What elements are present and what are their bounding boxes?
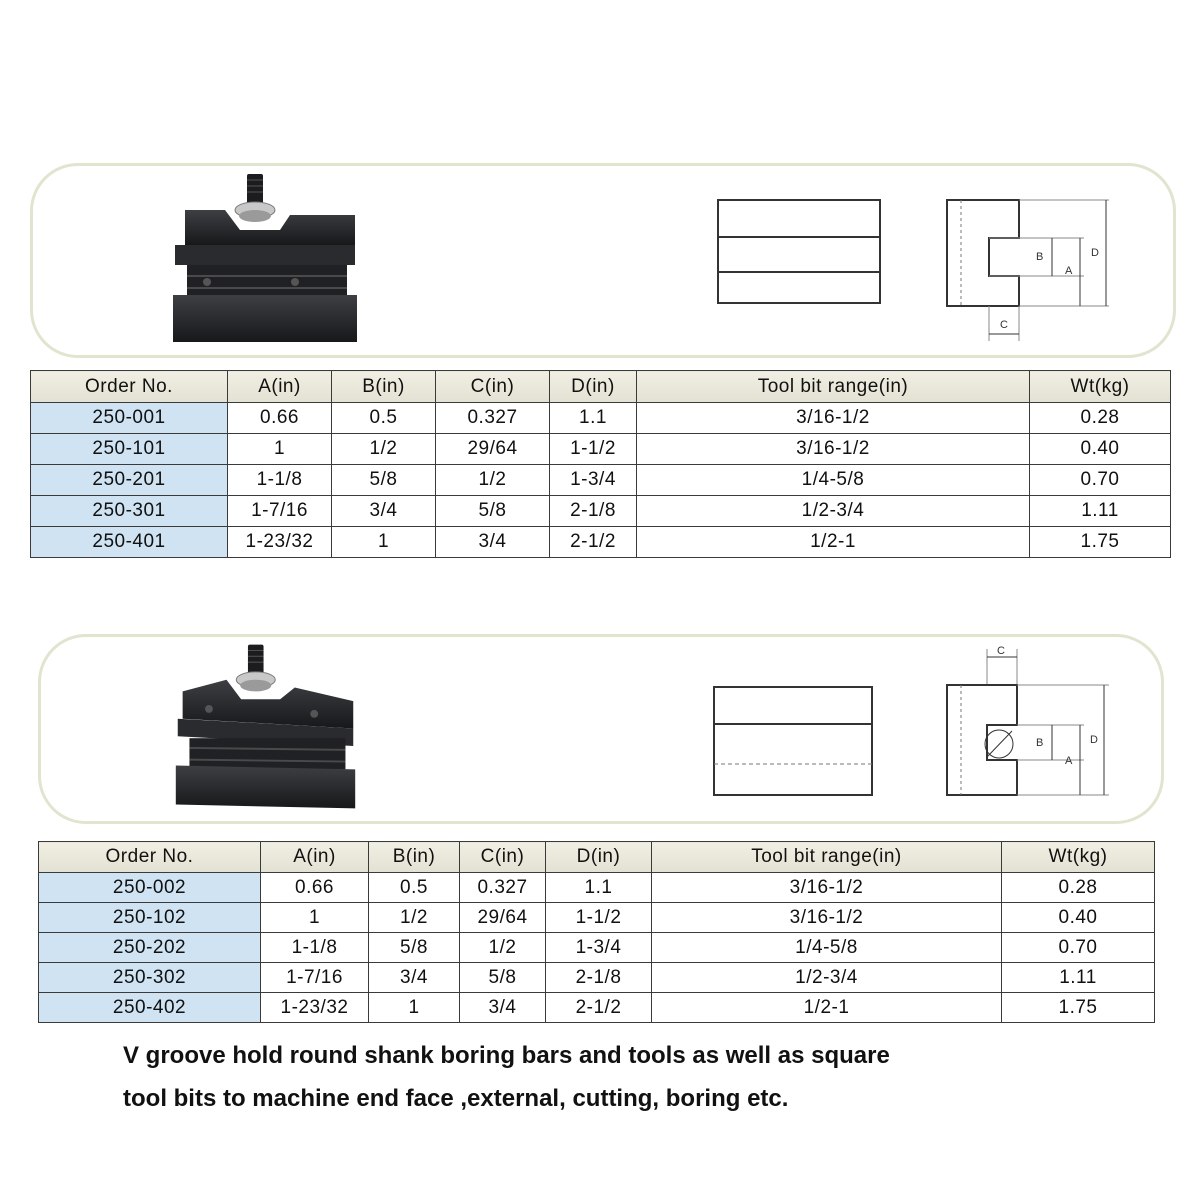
- c-cell: 0.327: [436, 403, 550, 434]
- spec-table-2: [38, 841, 1155, 1023]
- side-view-diagram-2: [944, 645, 1114, 800]
- weight-cell: 1.75: [1030, 527, 1171, 558]
- order-no-cell: 250-401: [31, 527, 228, 558]
- d-cell: 2-1/8: [550, 496, 637, 527]
- front-view-diagram-1: [715, 197, 885, 307]
- b-cell: 3/4: [369, 963, 460, 993]
- col-header-d: D(in): [546, 842, 652, 873]
- d-cell: 2-1/8: [546, 963, 652, 993]
- d-cell: 2-1/2: [550, 527, 637, 558]
- order-no-cell: 250-001: [31, 403, 228, 434]
- a-cell: 1-23/32: [261, 993, 369, 1023]
- d-cell: 1-3/4: [550, 465, 637, 496]
- c-cell: 0.327: [460, 873, 546, 903]
- order-no-cell: 250-102: [39, 903, 261, 933]
- tool-bit-range-cell: 1/2-3/4: [637, 496, 1030, 527]
- tool-bit-range-cell: 3/16-1/2: [637, 403, 1030, 434]
- table-header-row: [39, 842, 1155, 873]
- col-header-a: A(in): [261, 842, 369, 873]
- order-no-cell: 250-201: [31, 465, 228, 496]
- tool-bit-range-cell: 1/2-1: [637, 527, 1030, 558]
- weight-cell: 0.70: [1030, 465, 1171, 496]
- order-no-cell: 250-402: [39, 993, 261, 1023]
- a-cell: 1-7/16: [261, 963, 369, 993]
- col-header-a: A(in): [228, 371, 332, 403]
- a-cell: 0.66: [228, 403, 332, 434]
- a-cell: 1: [261, 903, 369, 933]
- b-cell: 1/2: [332, 434, 436, 465]
- b-cell: 0.5: [332, 403, 436, 434]
- order-no-cell: 250-301: [31, 496, 228, 527]
- col-header-order-no: Order No.: [31, 371, 228, 403]
- weight-cell: 0.40: [1002, 903, 1155, 933]
- dim-a-label-2: A: [1065, 755, 1073, 767]
- table-row: [31, 434, 1171, 465]
- col-header-b: B(in): [369, 842, 460, 873]
- b-cell: 5/8: [332, 465, 436, 496]
- weight-cell: 0.28: [1002, 873, 1155, 903]
- b-cell: 3/4: [332, 496, 436, 527]
- table-row: [31, 403, 1171, 434]
- tool-bit-range-cell: 3/16-1/2: [652, 903, 1002, 933]
- a-cell: 1-1/8: [261, 933, 369, 963]
- tool-bit-range-cell: 1/4-5/8: [637, 465, 1030, 496]
- c-cell: 1/2: [460, 933, 546, 963]
- table-row: [39, 993, 1155, 1023]
- side-view-diagram-1: [944, 196, 1114, 346]
- col-header-c: C(in): [436, 371, 550, 403]
- caption-line-1: V groove hold round shank boring bars and tools as well as square: [123, 1042, 890, 1069]
- weight-cell: 0.28: [1030, 403, 1171, 434]
- c-cell: 29/64: [460, 903, 546, 933]
- table-row: [39, 963, 1155, 993]
- a-cell: 0.66: [261, 873, 369, 903]
- table-row: [31, 527, 1171, 558]
- col-header-b: B(in): [332, 371, 436, 403]
- b-cell: 1: [332, 527, 436, 558]
- tool-bit-range-cell: 1/4-5/8: [652, 933, 1002, 963]
- weight-cell: 1.11: [1002, 963, 1155, 993]
- a-cell: 1-7/16: [228, 496, 332, 527]
- tool-bit-range-cell: 1/2-3/4: [652, 963, 1002, 993]
- tool-bit-range-cell: 3/16-1/2: [652, 873, 1002, 903]
- weight-cell: 1.75: [1002, 993, 1155, 1023]
- spec-table-1: [30, 370, 1171, 558]
- c-cell: 29/64: [436, 434, 550, 465]
- caption-line-2: tool bits to machine end face ,external, cutting, boring etc.: [123, 1085, 789, 1112]
- col-header-tool-bit-range: Tool bit range(in): [637, 371, 1030, 403]
- c-cell: 1/2: [436, 465, 550, 496]
- tool-bit-range-cell: 3/16-1/2: [637, 434, 1030, 465]
- table-row: [31, 496, 1171, 527]
- c-cell: 5/8: [460, 963, 546, 993]
- d-cell: 2-1/2: [546, 993, 652, 1023]
- a-cell: 1-23/32: [228, 527, 332, 558]
- dim-d-label-2: D: [1090, 734, 1098, 746]
- c-cell: 3/4: [460, 993, 546, 1023]
- col-header-c: C(in): [460, 842, 546, 873]
- table-row: [39, 933, 1155, 963]
- c-cell: 5/8: [436, 496, 550, 527]
- order-no-cell: 250-202: [39, 933, 261, 963]
- weight-cell: 0.40: [1030, 434, 1171, 465]
- a-cell: 1-1/8: [228, 465, 332, 496]
- b-cell: 1: [369, 993, 460, 1023]
- d-cell: 1-1/2: [550, 434, 637, 465]
- b-cell: 5/8: [369, 933, 460, 963]
- tool-holder-photo-1: [165, 170, 365, 345]
- c-cell: 3/4: [436, 527, 550, 558]
- table-header-row: [31, 371, 1171, 403]
- order-no-cell: 250-101: [31, 434, 228, 465]
- d-cell: 1-1/2: [546, 903, 652, 933]
- col-header-weight: Wt(kg): [1030, 371, 1171, 403]
- col-header-weight: Wt(kg): [1002, 842, 1155, 873]
- b-cell: 1/2: [369, 903, 460, 933]
- order-no-cell: 250-302: [39, 963, 261, 993]
- front-view-diagram-2: [711, 684, 877, 799]
- weight-cell: 1.11: [1030, 496, 1171, 527]
- table-row: [31, 465, 1171, 496]
- tool-bit-range-cell: 1/2-1: [652, 993, 1002, 1023]
- dim-a-label-1: A: [1065, 265, 1073, 277]
- col-header-tool-bit-range: Tool bit range(in): [652, 842, 1002, 873]
- dim-c-label-2: C: [997, 645, 1005, 657]
- dim-c-label-1: C: [1000, 319, 1008, 331]
- d-cell: 1.1: [546, 873, 652, 903]
- dim-b-label-1: B: [1036, 251, 1044, 263]
- dim-b-label-2: B: [1036, 737, 1044, 749]
- weight-cell: 0.70: [1002, 933, 1155, 963]
- table-row: [39, 903, 1155, 933]
- dim-d-label-1: D: [1091, 247, 1099, 259]
- table-row: [39, 873, 1155, 903]
- order-no-cell: 250-002: [39, 873, 261, 903]
- a-cell: 1: [228, 434, 332, 465]
- d-cell: 1.1: [550, 403, 637, 434]
- d-cell: 1-3/4: [546, 933, 652, 963]
- tool-holder-photo-2: [168, 640, 363, 812]
- col-header-order-no: Order No.: [39, 842, 261, 873]
- col-header-d: D(in): [550, 371, 637, 403]
- b-cell: 0.5: [369, 873, 460, 903]
